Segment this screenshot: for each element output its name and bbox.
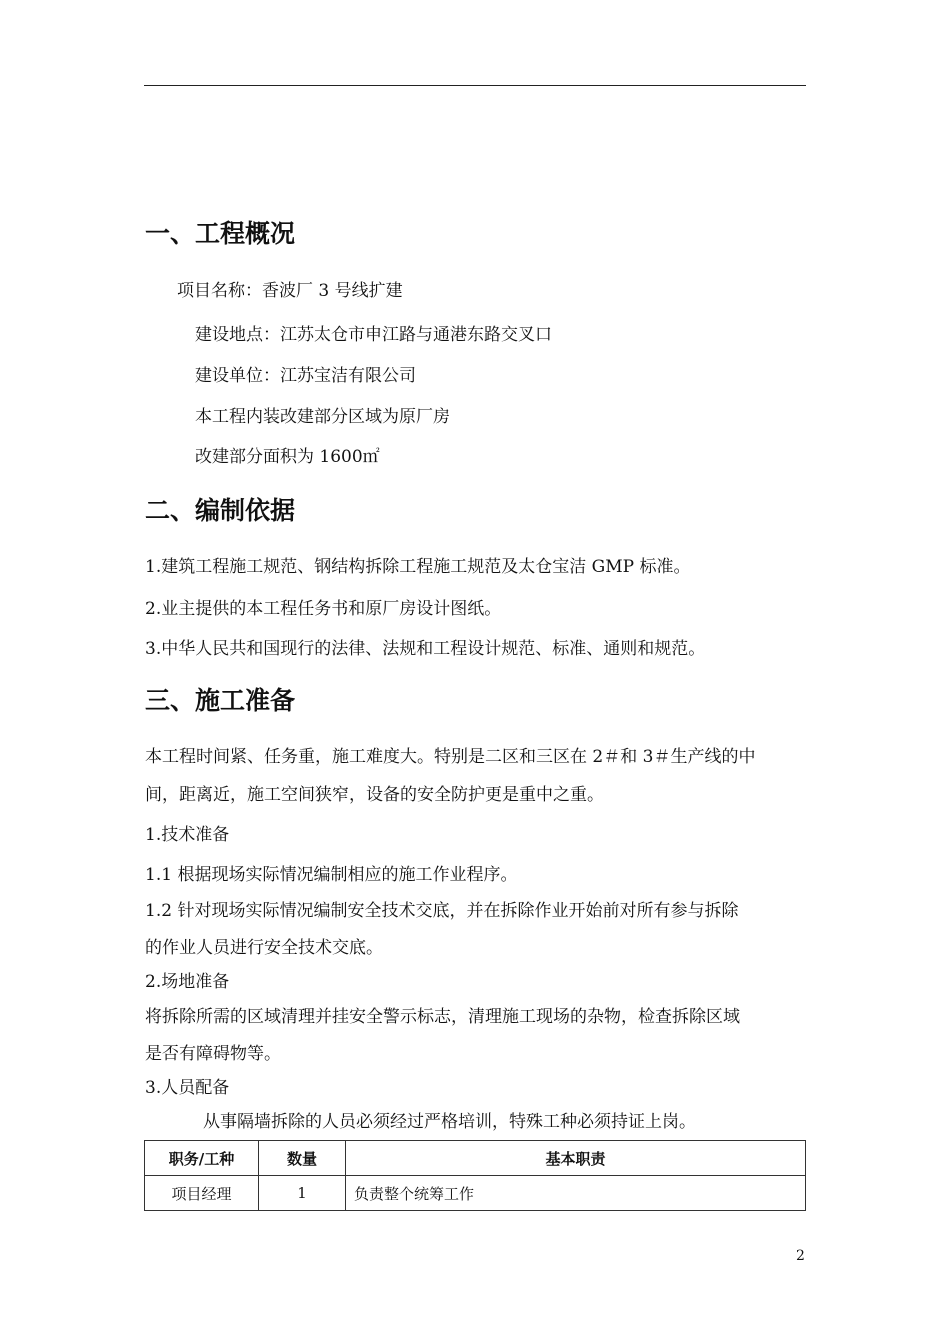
site-heading: 2.场地准备 bbox=[145, 972, 230, 992]
page-number: 2 bbox=[796, 1248, 805, 1264]
table-cell-role: 项目经理 bbox=[145, 1176, 259, 1211]
table-header-duty: 基本职责 bbox=[346, 1141, 806, 1176]
table-header-count: 数量 bbox=[259, 1141, 346, 1176]
site-line-1: 将拆除所需的区域清理并挂安全警示标志，清理施工现场的杂物，检查拆除区域 bbox=[145, 1007, 740, 1027]
section-3-title: 三、施工准备 bbox=[145, 686, 296, 715]
staff-table bbox=[144, 1140, 806, 1211]
table-cell-count: 1 bbox=[259, 1176, 346, 1211]
project-location: 建设地点：江苏太仓市申江路与通港东路交叉口 bbox=[195, 325, 552, 345]
staff-heading: 3.人员配备 bbox=[145, 1078, 230, 1098]
tech-item-1-1: 1.1 根据现场实际情况编制相应的施工作业程序。 bbox=[145, 865, 518, 885]
project-area: 改建部分面积为 1600㎡ bbox=[195, 447, 380, 467]
project-name: 项目名称：香波厂 3 号线扩建 bbox=[177, 281, 403, 301]
tech-item-1-2-line-2: 的作业人员进行安全技术交底。 bbox=[145, 938, 383, 958]
prep-intro-line-1: 本工程时间紧、任务重，施工难度大。特别是二区和三区在 2＃和 3＃生产线的中 bbox=[145, 747, 756, 767]
prep-intro-line-2: 间，距离近，施工空间狭窄，设备的安全防护更是重中之重。 bbox=[145, 785, 604, 805]
project-scope: 本工程内装改建部分区域为原厂房 bbox=[195, 407, 450, 427]
table-row bbox=[145, 1176, 806, 1211]
tech-heading: 1.技术准备 bbox=[145, 825, 230, 845]
section-2-title: 二、编制依据 bbox=[145, 496, 296, 525]
site-line-2: 是否有障碍物等。 bbox=[145, 1044, 281, 1064]
project-owner: 建设单位：江苏宝洁有限公司 bbox=[195, 366, 416, 386]
tech-item-1-2-line-1: 1.2 针对现场实际情况编制安全技术交底，并在拆除作业开始前对所有参与拆除 bbox=[145, 901, 739, 921]
table-header-row bbox=[145, 1141, 806, 1176]
basis-item-1: 1.建筑工程施工规范、钢结构拆除工程施工规范及太仓宝洁 GMP 标准。 bbox=[145, 557, 691, 577]
staff-note: 从事隔墙拆除的人员必须经过严格培训，特殊工种必须持证上岗。 bbox=[203, 1112, 696, 1132]
section-1-title: 一、工程概况 bbox=[145, 219, 296, 248]
basis-item-3: 3.中华人民共和国现行的法律、法规和工程设计规范、标准、通则和规范。 bbox=[145, 639, 706, 659]
header-rule bbox=[144, 85, 806, 86]
basis-item-2: 2.业主提供的本工程任务书和原厂房设计图纸。 bbox=[145, 599, 502, 619]
table-cell-duty: 负责整个统筹工作 bbox=[346, 1176, 806, 1211]
table-header-role: 职务/工种 bbox=[145, 1141, 259, 1176]
